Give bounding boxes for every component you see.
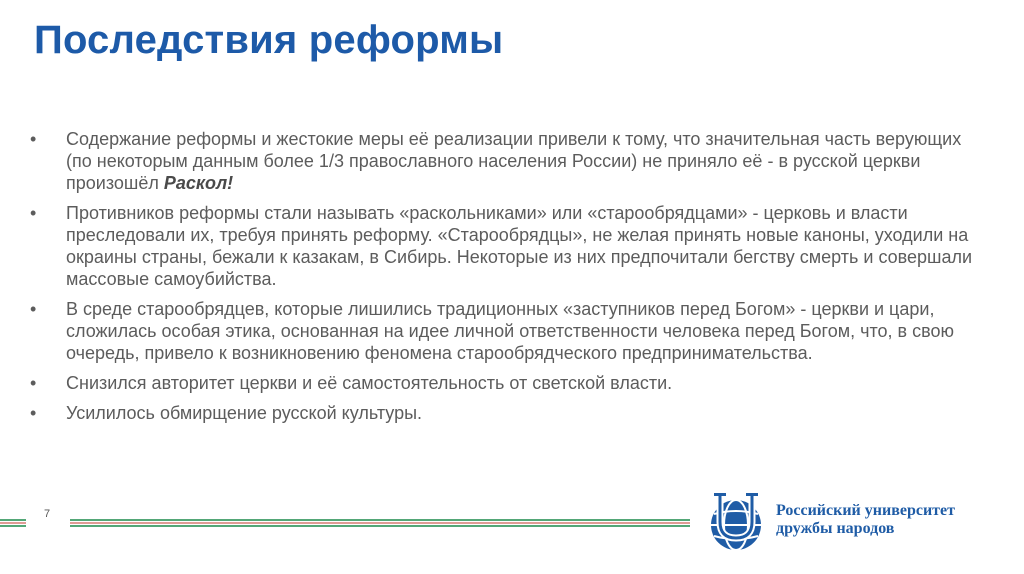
bullet-text: В среде старообрядцев, которые лишились традиционных «заступников перед Богом» - церкви и цари, сложилась особая этика, основанная на идее личной ответственности человека перед Богом, что, в свою очередь, привело к возникновению феномена старообрядческого предпринимательства. — [66, 299, 954, 363]
bullet-item — [30, 372, 990, 394]
bullet-item — [30, 298, 990, 364]
bullet-item — [30, 402, 990, 424]
bullet-marker: • — [30, 203, 37, 223]
bullet-emphasis: Раскол! — [163, 173, 234, 193]
bullet-text: Противников реформы стали называть «раскольниками» или «старообрядцами» - церковь и власти преследовали их, требуя принять реформу. «Старообрядцы», не желая принять новые каноны, уходили на окраины страны, бежали к казакам, в Сибирь. Некоторые из них предпочитали бегству смерть и совершали массовые самоубийства. — [66, 203, 973, 289]
bullet-item — [30, 128, 990, 194]
university-logo — [706, 492, 1006, 554]
page-number: 7 — [44, 508, 51, 520]
bullet-marker: • — [30, 299, 37, 319]
logo-line-2: дружбы народов — [776, 520, 895, 537]
logo-line-1: Российский университет — [776, 502, 955, 519]
bullet-marker: • — [30, 129, 37, 149]
footer-stripes — [0, 518, 700, 532]
bullet-marker: • — [30, 373, 37, 393]
slide-title: Последствия реформы — [34, 18, 504, 62]
bullet-item — [30, 202, 990, 290]
globe-emblem-icon — [706, 492, 770, 554]
bullet-text: Содержание реформы и жестокие меры её реализации привели к тому, что значительная часть верующих (по некоторым данным более 1/3 православного населения России) не приняло её - в русской церкви произошёл — [66, 129, 962, 193]
bullet-marker: • — [30, 403, 37, 423]
bullet-list — [30, 128, 990, 432]
bullet-text: Снизился авторитет церкви и её самостоятельность от светской власти. — [66, 373, 673, 393]
bullet-text: Усилилось обмирщение русской культуры. — [66, 403, 423, 423]
